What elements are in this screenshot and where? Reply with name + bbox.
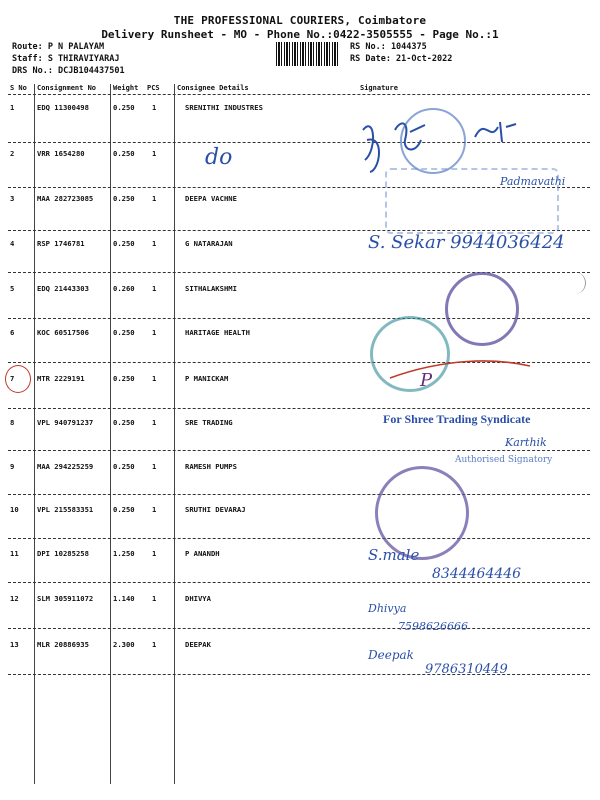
column-line [110, 84, 111, 784]
rs-date: RS Date: 21-Oct-2022 [350, 54, 453, 64]
row-sno: 8 [10, 418, 15, 427]
row-weight: 0.250 [113, 239, 135, 248]
row-consignment: MAA 282723085 [37, 194, 94, 203]
rs-number: RS No.: 1044375 [350, 42, 427, 52]
page-edge-mark [571, 272, 586, 294]
row-consignment: MAA 294225259 [37, 462, 94, 471]
row-divider [8, 538, 590, 539]
row-weight: 0.250 [113, 194, 135, 203]
row-sno: 5 [10, 284, 15, 293]
row-consignment: VPL 940791237 [37, 418, 94, 427]
row-divider [8, 408, 590, 409]
row-consignee: SITHALAKSHMI [185, 284, 237, 293]
row-consignee: P ANANDH [185, 549, 220, 558]
row-sno: 6 [10, 328, 15, 337]
row-weight: 0.260 [113, 284, 135, 293]
row-weight: 0.250 [113, 149, 135, 158]
col-header-weight: Weight [113, 84, 139, 92]
row-sno: 4 [10, 239, 15, 248]
row-consignment: VPL 215583351 [37, 505, 94, 514]
row-consignee: DHIVYA [185, 594, 211, 603]
handwritten-phone-row-12: 7598626666 [398, 620, 468, 633]
row-pcs: 1 [152, 103, 157, 112]
row-sno: 7 [10, 374, 15, 383]
barcode-image [276, 42, 340, 66]
address-stamp-row-3 [385, 168, 559, 234]
row-consignment: KOC 60517506 [37, 328, 89, 337]
col-header-signature: Signature [360, 84, 398, 92]
row-pcs: 1 [152, 149, 157, 158]
row-pcs: 1 [152, 374, 157, 383]
row-divider [8, 582, 590, 583]
col-header-sno: S No [10, 84, 27, 92]
row-consignee: G NATARAJAN [185, 239, 233, 248]
row-sno: 9 [10, 462, 15, 471]
handwritten-phone-row-11: 8344464446 [432, 566, 522, 582]
signature-row-1b [470, 112, 520, 152]
row-consignee: SRUTHI DEVARAJ [185, 505, 246, 514]
row-consignment: DPI 10285258 [37, 549, 89, 558]
row-sno: 10 [10, 505, 19, 514]
row-weight: 1.250 [113, 549, 135, 558]
row-sno: 2 [10, 149, 15, 158]
row-divider [8, 628, 590, 629]
row-consignee: HARITAGE HEALTH [185, 328, 250, 337]
route-info: Route: P N PALAYAM [12, 42, 105, 52]
red-stroke-row-6 [385, 348, 535, 388]
row-weight: 1.140 [113, 594, 135, 603]
row-divider [8, 272, 590, 273]
handwritten-sig-row-8: Karthik [505, 436, 547, 449]
drs-number: DRS No.: DCJB104437501 [12, 66, 125, 76]
row-consignee: P MANICKAM [185, 374, 229, 383]
row-divider [8, 450, 590, 451]
row-consignment: RSP 1746781 [37, 239, 85, 248]
staff-info: Staff: S THIRAVIYARAJ [12, 54, 120, 64]
col-header-consignee: Consignee Details [177, 84, 249, 92]
authorised-signatory-label: Authorised Signatory [455, 455, 553, 465]
col-header-consignment: Consignment No [37, 84, 97, 92]
handwritten-sig-row-4: S. Sekar 9944036424 [368, 232, 565, 253]
row-weight: 2.300 [113, 640, 135, 649]
handwritten-sig-row-7: P [420, 370, 433, 391]
row-consignee: SRENITHI INDUSTRES [185, 103, 263, 112]
row-sno: 12 [10, 594, 19, 603]
row-pcs: 1 [152, 549, 157, 558]
row-pcs: 1 [152, 505, 157, 514]
row-pcs: 1 [152, 328, 157, 337]
company-stamp-row-1 [400, 108, 466, 174]
row-pcs: 1 [152, 462, 157, 471]
row-weight: 0.250 [113, 505, 135, 514]
handwritten-sig-row-3: Padmavathi [500, 175, 566, 188]
row-consignment: EDQ 11300498 [37, 103, 89, 112]
row-divider [8, 494, 590, 495]
handwritten-sig-row-11: S.male [368, 546, 420, 564]
row-sno: 13 [10, 640, 19, 649]
row-pcs: 1 [152, 594, 157, 603]
handwritten-sig-row-12: Dhivya [368, 602, 407, 615]
handwritten-sig-row-2: do [205, 145, 233, 170]
row-consignment: SLM 305911072 [37, 594, 94, 603]
row-consignee: DEEPA VACHNE [185, 194, 237, 203]
row-pcs: 1 [152, 284, 157, 293]
row-sno: 1 [10, 103, 15, 112]
column-line [174, 84, 175, 784]
column-line [34, 84, 35, 784]
round-seal-row-5 [445, 272, 519, 346]
row-consignee: SRE TRADING [185, 418, 233, 427]
red-circle-mark-row-7 [5, 365, 31, 393]
row-pcs: 1 [152, 640, 157, 649]
row-sno: 11 [10, 549, 19, 558]
runsheet-subtitle: Delivery Runsheet - MO - Phone No.:0422-3505555 - Page No.:1 [101, 28, 499, 41]
row-sno: 3 [10, 194, 15, 203]
handwritten-phone-row-13: 9786310449 [425, 662, 508, 677]
row-consignment: MLR 20886935 [37, 640, 89, 649]
row-weight: 0.250 [113, 103, 135, 112]
col-header-pcs: PCS [147, 84, 160, 92]
row-pcs: 1 [152, 194, 157, 203]
row-consignee: DEEPAK [185, 640, 211, 649]
row-pcs: 1 [152, 418, 157, 427]
row-consignment: EDQ 21443303 [37, 284, 89, 293]
row-consignment: VRR 1654280 [37, 149, 85, 158]
stamp-text-row-8: For Shree Trading Syndicate [383, 412, 531, 426]
row-weight: 0.250 [113, 374, 135, 383]
row-consignee: RAMESH PUMPS [185, 462, 237, 471]
header-divider [8, 94, 590, 95]
company-title: THE PROFESSIONAL COURIERS, Coimbatore [173, 14, 427, 27]
row-weight: 0.250 [113, 418, 135, 427]
row-weight: 0.250 [113, 462, 135, 471]
row-consignment: MTR 2229191 [37, 374, 85, 383]
row-weight: 0.250 [113, 328, 135, 337]
handwritten-sig-row-13: Deepak [368, 648, 414, 662]
row-pcs: 1 [152, 239, 157, 248]
